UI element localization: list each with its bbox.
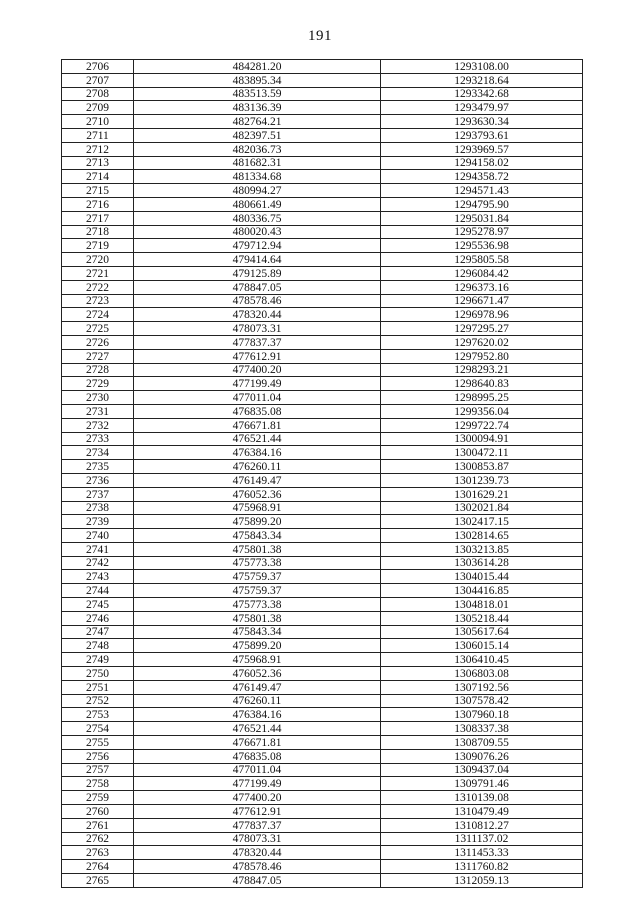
table-row bbox=[62, 184, 583, 198]
x-coordinate-cell: 480994.27 bbox=[134, 184, 381, 198]
x-coordinate-cell: 479414.64 bbox=[134, 253, 381, 267]
table-row bbox=[62, 639, 583, 653]
y-coordinate-cell: 1312059.13 bbox=[381, 874, 583, 888]
y-coordinate-cell: 1303614.28 bbox=[381, 556, 583, 570]
y-coordinate-cell: 1302417.15 bbox=[381, 515, 583, 529]
point-number-cell: 2714 bbox=[62, 170, 134, 184]
y-coordinate-cell: 1295536.98 bbox=[381, 239, 583, 253]
table-row bbox=[62, 556, 583, 570]
x-coordinate-cell: 476835.08 bbox=[134, 404, 381, 418]
x-coordinate-cell: 475759.37 bbox=[134, 570, 381, 584]
x-coordinate-cell: 484281.20 bbox=[134, 60, 381, 74]
y-coordinate-cell: 1308337.38 bbox=[381, 722, 583, 736]
point-number-cell: 2751 bbox=[62, 680, 134, 694]
x-coordinate-cell: 482764.21 bbox=[134, 115, 381, 129]
y-coordinate-cell: 1300853.87 bbox=[381, 460, 583, 474]
x-coordinate-cell: 476149.47 bbox=[134, 680, 381, 694]
point-number-cell: 2755 bbox=[62, 736, 134, 750]
y-coordinate-cell: 1306015.14 bbox=[381, 639, 583, 653]
point-number-cell: 2743 bbox=[62, 570, 134, 584]
y-coordinate-cell: 1293108.00 bbox=[381, 60, 583, 74]
table-row bbox=[62, 667, 583, 681]
table-row bbox=[62, 846, 583, 860]
point-number-cell: 2728 bbox=[62, 363, 134, 377]
x-coordinate-cell: 475843.34 bbox=[134, 625, 381, 639]
y-coordinate-cell: 1293342.68 bbox=[381, 87, 583, 101]
table-row bbox=[62, 349, 583, 363]
table-row bbox=[62, 860, 583, 874]
table-row bbox=[62, 722, 583, 736]
y-coordinate-cell: 1294795.90 bbox=[381, 197, 583, 211]
table-row bbox=[62, 391, 583, 405]
point-number-cell: 2732 bbox=[62, 418, 134, 432]
page-number: 191 bbox=[308, 28, 332, 44]
y-coordinate-cell: 1300094.91 bbox=[381, 432, 583, 446]
x-coordinate-cell: 478073.31 bbox=[134, 832, 381, 846]
table-row bbox=[62, 446, 583, 460]
x-coordinate-cell: 483513.59 bbox=[134, 87, 381, 101]
table-row bbox=[62, 211, 583, 225]
y-coordinate-cell: 1311137.02 bbox=[381, 832, 583, 846]
table-row bbox=[62, 832, 583, 846]
x-coordinate-cell: 476384.16 bbox=[134, 708, 381, 722]
y-coordinate-cell: 1304416.85 bbox=[381, 584, 583, 598]
point-number-cell: 2737 bbox=[62, 487, 134, 501]
point-number-cell: 2740 bbox=[62, 529, 134, 543]
point-number-cell: 2719 bbox=[62, 239, 134, 253]
y-coordinate-cell: 1293969.57 bbox=[381, 142, 583, 156]
y-coordinate-cell: 1295031.84 bbox=[381, 211, 583, 225]
x-coordinate-cell: 475773.38 bbox=[134, 598, 381, 612]
point-number-cell: 2716 bbox=[62, 197, 134, 211]
point-number-cell: 2753 bbox=[62, 708, 134, 722]
point-number-cell: 2726 bbox=[62, 335, 134, 349]
point-number-cell: 2745 bbox=[62, 598, 134, 612]
y-coordinate-cell: 1296084.42 bbox=[381, 266, 583, 280]
point-number-cell: 2712 bbox=[62, 142, 134, 156]
x-coordinate-cell: 483136.39 bbox=[134, 101, 381, 115]
table-row bbox=[62, 584, 583, 598]
point-number-cell: 2721 bbox=[62, 266, 134, 280]
x-coordinate-cell: 475801.38 bbox=[134, 542, 381, 556]
y-coordinate-cell: 1306803.08 bbox=[381, 667, 583, 681]
table-row bbox=[62, 501, 583, 515]
y-coordinate-cell: 1295805.58 bbox=[381, 253, 583, 267]
table-row bbox=[62, 570, 583, 584]
table-row bbox=[62, 749, 583, 763]
table-row bbox=[62, 708, 583, 722]
point-number-cell: 2711 bbox=[62, 128, 134, 142]
table-row bbox=[62, 87, 583, 101]
table-row bbox=[62, 73, 583, 87]
table-row bbox=[62, 542, 583, 556]
x-coordinate-cell: 477837.37 bbox=[134, 335, 381, 349]
point-number-cell: 2731 bbox=[62, 404, 134, 418]
point-number-cell: 2764 bbox=[62, 860, 134, 874]
y-coordinate-cell: 1310139.08 bbox=[381, 791, 583, 805]
x-coordinate-cell: 475843.34 bbox=[134, 529, 381, 543]
x-coordinate-cell: 475801.38 bbox=[134, 611, 381, 625]
x-coordinate-cell: 478847.05 bbox=[134, 280, 381, 294]
y-coordinate-cell: 1302814.65 bbox=[381, 529, 583, 543]
table-row bbox=[62, 805, 583, 819]
y-coordinate-cell: 1293630.34 bbox=[381, 115, 583, 129]
x-coordinate-cell: 475759.37 bbox=[134, 584, 381, 598]
table-row bbox=[62, 197, 583, 211]
y-coordinate-cell: 1299356.04 bbox=[381, 404, 583, 418]
x-coordinate-cell: 477011.04 bbox=[134, 763, 381, 777]
x-coordinate-cell: 477011.04 bbox=[134, 391, 381, 405]
x-coordinate-cell: 480020.43 bbox=[134, 225, 381, 239]
y-coordinate-cell: 1305218.44 bbox=[381, 611, 583, 625]
x-coordinate-cell: 476149.47 bbox=[134, 473, 381, 487]
x-coordinate-cell: 477199.49 bbox=[134, 777, 381, 791]
y-coordinate-cell: 1307192.56 bbox=[381, 680, 583, 694]
point-number-cell: 2708 bbox=[62, 87, 134, 101]
table-row bbox=[62, 418, 583, 432]
x-coordinate-cell: 481682.31 bbox=[134, 156, 381, 170]
y-coordinate-cell: 1309437.04 bbox=[381, 763, 583, 777]
y-coordinate-cell: 1303213.85 bbox=[381, 542, 583, 556]
point-number-cell: 2718 bbox=[62, 225, 134, 239]
x-coordinate-cell: 475968.91 bbox=[134, 501, 381, 515]
y-coordinate-cell: 1305617.64 bbox=[381, 625, 583, 639]
point-number-cell: 2713 bbox=[62, 156, 134, 170]
point-number-cell: 2754 bbox=[62, 722, 134, 736]
y-coordinate-cell: 1311760.82 bbox=[381, 860, 583, 874]
point-number-cell: 2723 bbox=[62, 294, 134, 308]
point-number-cell: 2717 bbox=[62, 211, 134, 225]
table-row bbox=[62, 128, 583, 142]
x-coordinate-cell: 478578.46 bbox=[134, 294, 381, 308]
x-coordinate-cell: 476260.11 bbox=[134, 460, 381, 474]
x-coordinate-cell: 476384.16 bbox=[134, 446, 381, 460]
table-row bbox=[62, 294, 583, 308]
table-row bbox=[62, 170, 583, 184]
y-coordinate-cell: 1293793.61 bbox=[381, 128, 583, 142]
y-coordinate-cell: 1298293.21 bbox=[381, 363, 583, 377]
y-coordinate-cell: 1299722.74 bbox=[381, 418, 583, 432]
table-row bbox=[62, 680, 583, 694]
x-coordinate-cell: 475968.91 bbox=[134, 653, 381, 667]
table-row bbox=[62, 611, 583, 625]
x-coordinate-cell: 476052.36 bbox=[134, 487, 381, 501]
x-coordinate-cell: 477837.37 bbox=[134, 818, 381, 832]
table-row bbox=[62, 487, 583, 501]
point-number-cell: 2747 bbox=[62, 625, 134, 639]
y-coordinate-cell: 1297952.80 bbox=[381, 349, 583, 363]
y-coordinate-cell: 1300472.11 bbox=[381, 446, 583, 460]
x-coordinate-cell: 477612.91 bbox=[134, 805, 381, 819]
x-coordinate-cell: 481334.68 bbox=[134, 170, 381, 184]
point-number-cell: 2724 bbox=[62, 308, 134, 322]
point-number-cell: 2706 bbox=[62, 60, 134, 74]
x-coordinate-cell: 477199.49 bbox=[134, 377, 381, 391]
point-number-cell: 2736 bbox=[62, 473, 134, 487]
table-row bbox=[62, 280, 583, 294]
table-row bbox=[62, 225, 583, 239]
x-coordinate-cell: 475899.20 bbox=[134, 515, 381, 529]
x-coordinate-cell: 476671.81 bbox=[134, 736, 381, 750]
table-row bbox=[62, 335, 583, 349]
table-row bbox=[62, 777, 583, 791]
x-coordinate-cell: 480336.75 bbox=[134, 211, 381, 225]
table-row bbox=[62, 473, 583, 487]
y-coordinate-cell: 1296373.16 bbox=[381, 280, 583, 294]
table-row bbox=[62, 460, 583, 474]
x-coordinate-cell: 476671.81 bbox=[134, 418, 381, 432]
y-coordinate-cell: 1307578.42 bbox=[381, 694, 583, 708]
point-number-cell: 2707 bbox=[62, 73, 134, 87]
y-coordinate-cell: 1296671.47 bbox=[381, 294, 583, 308]
table-row bbox=[62, 266, 583, 280]
point-number-cell: 2730 bbox=[62, 391, 134, 405]
point-number-cell: 2757 bbox=[62, 763, 134, 777]
y-coordinate-cell: 1301239.73 bbox=[381, 473, 583, 487]
table-row bbox=[62, 432, 583, 446]
x-coordinate-cell: 475773.38 bbox=[134, 556, 381, 570]
table-row bbox=[62, 60, 583, 74]
x-coordinate-cell: 476521.44 bbox=[134, 722, 381, 736]
point-number-cell: 2744 bbox=[62, 584, 134, 598]
x-coordinate-cell: 477400.20 bbox=[134, 791, 381, 805]
x-coordinate-cell: 476521.44 bbox=[134, 432, 381, 446]
point-number-cell: 2738 bbox=[62, 501, 134, 515]
table-row bbox=[62, 515, 583, 529]
table-row bbox=[62, 239, 583, 253]
table-row bbox=[62, 874, 583, 888]
y-coordinate-cell: 1296978.96 bbox=[381, 308, 583, 322]
point-number-cell: 2727 bbox=[62, 349, 134, 363]
point-number-cell: 2739 bbox=[62, 515, 134, 529]
y-coordinate-cell: 1297295.27 bbox=[381, 322, 583, 336]
point-number-cell: 2733 bbox=[62, 432, 134, 446]
table-row bbox=[62, 308, 583, 322]
x-coordinate-cell: 479125.89 bbox=[134, 266, 381, 280]
x-coordinate-cell: 479712.94 bbox=[134, 239, 381, 253]
table-row bbox=[62, 529, 583, 543]
y-coordinate-cell: 1294158.02 bbox=[381, 156, 583, 170]
point-number-cell: 2741 bbox=[62, 542, 134, 556]
point-number-cell: 2760 bbox=[62, 805, 134, 819]
y-coordinate-cell: 1293218.64 bbox=[381, 73, 583, 87]
y-coordinate-cell: 1295278.97 bbox=[381, 225, 583, 239]
y-coordinate-cell: 1310479.49 bbox=[381, 805, 583, 819]
x-coordinate-cell: 477400.20 bbox=[134, 363, 381, 377]
x-coordinate-cell: 475899.20 bbox=[134, 639, 381, 653]
point-number-cell: 2748 bbox=[62, 639, 134, 653]
point-number-cell: 2746 bbox=[62, 611, 134, 625]
x-coordinate-cell: 478578.46 bbox=[134, 860, 381, 874]
point-number-cell: 2763 bbox=[62, 846, 134, 860]
point-number-cell: 2756 bbox=[62, 749, 134, 763]
x-coordinate-cell: 480661.49 bbox=[134, 197, 381, 211]
y-coordinate-cell: 1306410.45 bbox=[381, 653, 583, 667]
y-coordinate-cell: 1304015.44 bbox=[381, 570, 583, 584]
y-coordinate-cell: 1301629.21 bbox=[381, 487, 583, 501]
point-number-cell: 2765 bbox=[62, 874, 134, 888]
table-row bbox=[62, 115, 583, 129]
y-coordinate-cell: 1304818.01 bbox=[381, 598, 583, 612]
x-coordinate-cell: 476260.11 bbox=[134, 694, 381, 708]
table-row bbox=[62, 763, 583, 777]
point-number-cell: 2720 bbox=[62, 253, 134, 267]
y-coordinate-cell: 1310812.27 bbox=[381, 818, 583, 832]
table-row bbox=[62, 653, 583, 667]
point-number-cell: 2752 bbox=[62, 694, 134, 708]
y-coordinate-cell: 1293479.97 bbox=[381, 101, 583, 115]
point-number-cell: 2710 bbox=[62, 115, 134, 129]
x-coordinate-cell: 478847.05 bbox=[134, 874, 381, 888]
x-coordinate-cell: 477612.91 bbox=[134, 349, 381, 363]
table-row bbox=[62, 404, 583, 418]
point-number-cell: 2758 bbox=[62, 777, 134, 791]
y-coordinate-cell: 1309076.26 bbox=[381, 749, 583, 763]
point-number-cell: 2734 bbox=[62, 446, 134, 460]
table-row bbox=[62, 322, 583, 336]
point-number-cell: 2725 bbox=[62, 322, 134, 336]
y-coordinate-cell: 1298995.25 bbox=[381, 391, 583, 405]
point-number-cell: 2709 bbox=[62, 101, 134, 115]
y-coordinate-cell: 1298640.83 bbox=[381, 377, 583, 391]
y-coordinate-cell: 1308709.55 bbox=[381, 736, 583, 750]
y-coordinate-cell: 1309791.46 bbox=[381, 777, 583, 791]
point-number-cell: 2722 bbox=[62, 280, 134, 294]
table-row bbox=[62, 736, 583, 750]
x-coordinate-cell: 478073.31 bbox=[134, 322, 381, 336]
point-number-cell: 2749 bbox=[62, 653, 134, 667]
point-number-cell: 2762 bbox=[62, 832, 134, 846]
y-coordinate-cell: 1294571.43 bbox=[381, 184, 583, 198]
table-row bbox=[62, 377, 583, 391]
table-row bbox=[62, 598, 583, 612]
table-row bbox=[62, 253, 583, 267]
point-number-cell: 2750 bbox=[62, 667, 134, 681]
x-coordinate-cell: 478320.44 bbox=[134, 846, 381, 860]
table-row bbox=[62, 791, 583, 805]
table-row bbox=[62, 142, 583, 156]
y-coordinate-cell: 1311453.33 bbox=[381, 846, 583, 860]
y-coordinate-cell: 1297620.02 bbox=[381, 335, 583, 349]
x-coordinate-cell: 482397.51 bbox=[134, 128, 381, 142]
table-row bbox=[62, 818, 583, 832]
y-coordinate-cell: 1294358.72 bbox=[381, 170, 583, 184]
y-coordinate-cell: 1302021.84 bbox=[381, 501, 583, 515]
x-coordinate-cell: 476835.08 bbox=[134, 749, 381, 763]
table-row bbox=[62, 363, 583, 377]
table-row bbox=[62, 625, 583, 639]
table-row bbox=[62, 694, 583, 708]
x-coordinate-cell: 478320.44 bbox=[134, 308, 381, 322]
point-number-cell: 2715 bbox=[62, 184, 134, 198]
table-row bbox=[62, 156, 583, 170]
x-coordinate-cell: 482036.73 bbox=[134, 142, 381, 156]
coordinates-table bbox=[61, 59, 583, 888]
point-number-cell: 2729 bbox=[62, 377, 134, 391]
point-number-cell: 2759 bbox=[62, 791, 134, 805]
point-number-cell: 2742 bbox=[62, 556, 134, 570]
y-coordinate-cell: 1307960.18 bbox=[381, 708, 583, 722]
x-coordinate-cell: 483895.34 bbox=[134, 73, 381, 87]
point-number-cell: 2735 bbox=[62, 460, 134, 474]
table-row bbox=[62, 101, 583, 115]
coordinates-table-body bbox=[62, 60, 583, 888]
point-number-cell: 2761 bbox=[62, 818, 134, 832]
x-coordinate-cell: 476052.36 bbox=[134, 667, 381, 681]
